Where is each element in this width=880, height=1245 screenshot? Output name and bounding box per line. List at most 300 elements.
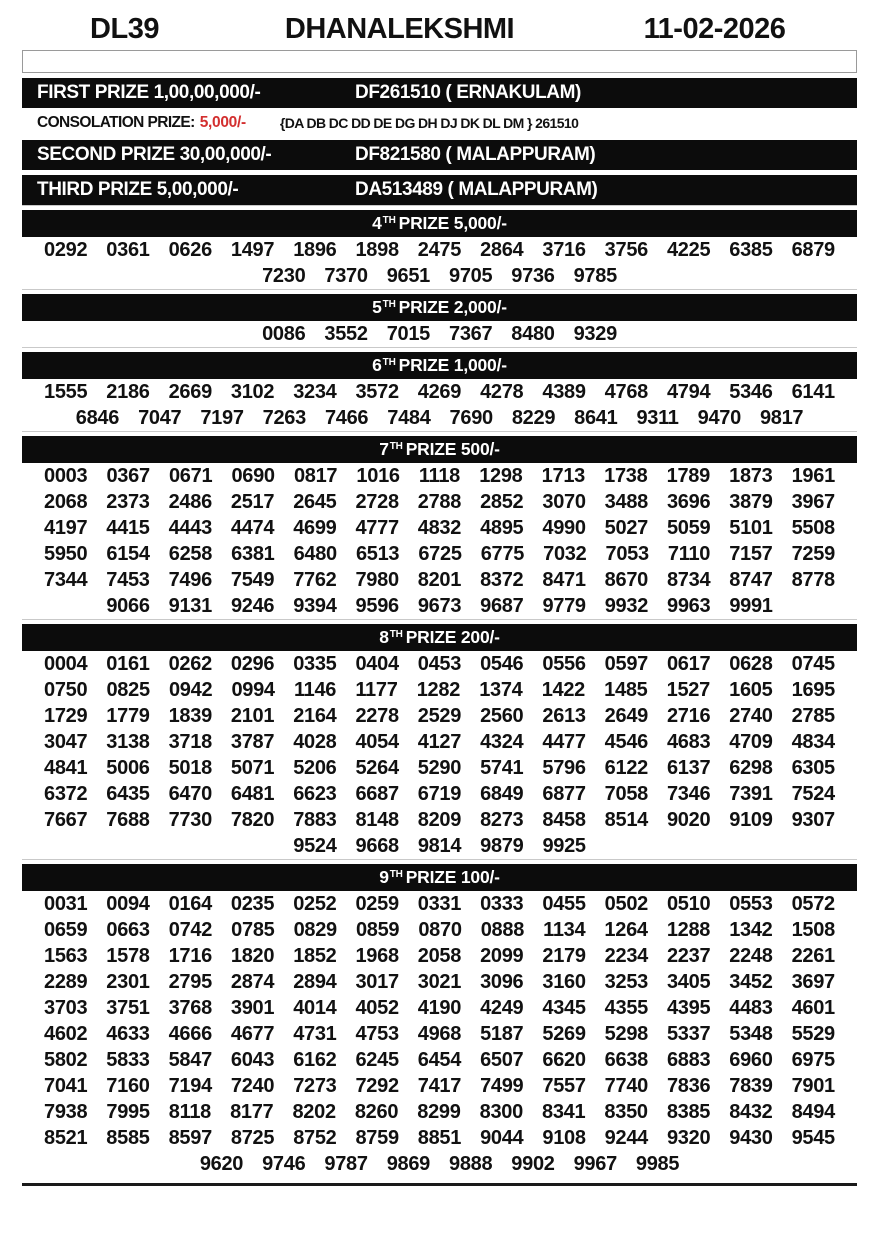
ticket-number: 0750 [44,678,88,701]
ticket-number: 1374 [479,678,523,701]
ticket-number: 6372 [44,782,88,805]
ticket-number: 1789 [666,464,710,487]
prize-title: PRIZE 5,000/- [398,213,507,233]
ticket-number: 2164 [293,704,337,727]
ticket-number: 3102 [230,380,275,403]
ticket-number: 4197 [44,516,88,539]
ticket-number: 7058 [604,782,648,805]
ticket-number: 8725 [230,1126,275,1149]
ticket-number: 9932 [604,594,649,617]
ticket-number: 7053 [605,542,649,565]
ticket-number: 6258 [168,542,213,565]
ticket-number: 1896 [293,238,337,261]
ticket-number: 6846 [75,406,120,429]
ticket-number: 4683 [666,730,711,753]
ticket-number: 2716 [666,704,711,727]
ticket-number: 6620 [542,1048,586,1071]
ticket-number: 2649 [604,704,648,727]
ticket-number: 1713 [541,464,585,487]
prize-ordinal-suffix: TH [389,441,403,452]
ticket-number: 8458 [542,808,586,831]
ticket-number: 6481 [230,782,275,805]
ticket-number: 9329 [573,322,617,345]
ticket-number: 5529 [791,1022,835,1045]
ticket-number: 4666 [168,1022,212,1045]
prize-section-header [22,352,857,379]
ticket-number: 4633 [106,1022,150,1045]
ticket-number: 4832 [417,516,462,539]
ticket-number: 3696 [666,490,711,513]
ticket-number: 0367 [106,464,150,487]
ticket-number: 7499 [480,1074,524,1097]
ticket-number: 0296 [230,652,275,675]
ticket-number: 1729 [44,704,88,727]
ticket-number: 1485 [604,678,648,701]
ticket-number: 2237 [666,944,711,967]
ticket-number: 1146 [293,678,337,701]
ticket-number: 0626 [168,238,212,261]
ticket-number: 9311 [636,406,679,429]
ticket-number: 1820 [230,944,275,967]
ticket-number: 3488 [604,490,648,513]
ticket-number: 5018 [168,756,212,779]
prize-ordinal-suffix: TH [389,869,403,880]
ticket-number: 8734 [666,568,711,591]
ticket-number: 8514 [604,808,648,831]
ticket-number: 2874 [230,970,275,993]
prize-section-6th [22,347,857,431]
ticket-number: 3879 [729,490,773,513]
ticket-number: 0259 [355,892,399,915]
ticket-number: 1563 [44,944,88,967]
ticket-number: 0690 [231,464,275,487]
ticket-number: 0252 [293,892,337,915]
ticket-number: 5101 [729,516,773,539]
ticket-number: 5206 [293,756,337,779]
ticket-number: 6849 [480,782,524,805]
number-row [22,321,857,347]
number-row [22,807,857,833]
ticket-number: 4699 [293,516,337,539]
ticket-number: 1508 [791,918,835,941]
ticket-number: 1738 [604,464,648,487]
ticket-number: 6435 [106,782,150,805]
ticket-number: 7901 [791,1074,835,1097]
ticket-number: 7344 [44,568,88,591]
ticket-number: 4477 [542,730,586,753]
ticket-number: 5071 [230,756,275,779]
ticket-number: 3697 [791,970,835,993]
number-row [22,891,857,917]
ticket-number: 6775 [480,542,525,565]
ticket-number: 0453 [417,652,462,675]
ticket-number: 1968 [355,944,399,967]
ticket-number: 0262 [168,652,212,675]
ticket-number: 3718 [168,730,212,753]
prize-title: PRIZE 1,000/- [398,355,507,375]
ticket-number: 9044 [480,1126,524,1149]
ticket-number: 2068 [44,490,88,513]
ticket-number: 4731 [293,1022,337,1045]
prize-ordinal: 4 [372,213,382,233]
ticket-number: 4601 [791,996,835,1019]
ticket-number: 0333 [480,892,524,915]
ticket-number: 3452 [729,970,773,993]
ticket-number: 1716 [168,944,212,967]
consolation-row [22,110,857,135]
ticket-number: 0164 [168,892,212,915]
ticket-number: 6879 [791,238,835,261]
ticket-number: 5290 [417,756,462,779]
prize-title: PRIZE 2,000/- [398,297,507,317]
ticket-number: 1839 [168,704,212,727]
ticket-number: 5059 [666,516,711,539]
ticket-number: 7367 [449,322,493,345]
number-row [22,995,857,1021]
prize-sections [22,205,857,1177]
ticket-number: 0292 [44,238,88,261]
ticket-number: 2179 [542,944,586,967]
ticket-number: 3716 [542,238,586,261]
ticket-number: 8350 [604,1100,648,1123]
ticket-number: 0161 [106,652,150,675]
ticket-number: 3552 [324,322,368,345]
prize-section-header [22,624,857,651]
ticket-number: 9967 [573,1152,617,1175]
ticket-number: 5508 [791,516,835,539]
ticket-number: 4841 [44,756,88,779]
ticket-number: 7032 [543,542,587,565]
ticket-number: 0335 [293,652,337,675]
ticket-number: 9020 [666,808,711,831]
ticket-number: 8201 [417,568,462,591]
ticket-number: 9246 [230,594,275,617]
ticket-number: 1264 [604,918,648,941]
ticket-number: 6454 [417,1048,462,1071]
number-row [22,1047,857,1073]
number-row [22,541,857,567]
ticket-number: 8670 [604,568,648,591]
document-header [22,10,857,48]
first-prize-winner: DF261510 ( ERNAKULAM) [355,82,581,103]
number-row [22,651,857,677]
ticket-number: 0671 [168,464,213,487]
ticket-number: 8432 [729,1100,773,1123]
number-row [22,943,857,969]
prize-ordinal-suffix: TH [382,357,396,368]
ticket-number: 5346 [729,380,773,403]
consolation-series: {DA DB DC DD DE DG DH DJ DK DL DM } 261510 [279,114,579,131]
consolation-amount: 5,000/- [199,113,246,131]
number-row [22,781,857,807]
ticket-number: 4443 [168,516,212,539]
ticket-number: 1134 [543,918,586,941]
ticket-number: 5264 [355,756,399,779]
ticket-number: 7938 [44,1100,88,1123]
ticket-number: 3703 [44,996,88,1019]
ticket-number: 7041 [44,1074,88,1097]
ticket-number: 8778 [791,568,835,591]
ticket-number: 7762 [293,568,337,591]
ticket-number: 9963 [667,594,711,617]
ticket-number: 4602 [44,1022,88,1045]
ticket-number: 3017 [355,970,399,993]
ticket-number: 7836 [666,1074,711,1097]
ticket-number: 9991 [729,594,773,617]
draw-code: DL39 [90,12,159,45]
ticket-number: 4028 [293,730,337,753]
ticket-number: 7230 [262,264,306,287]
number-row [22,1021,857,1047]
ticket-number: 2795 [168,970,212,993]
prize-title: PRIZE 500/- [405,439,500,459]
ticket-number: 0663 [106,918,150,941]
ticket-number: 7047 [138,406,182,429]
ticket-number: 7370 [324,264,368,287]
lottery-name: DHANALEKSHMI [284,12,515,45]
ticket-number: 4127 [417,730,462,753]
number-row [22,1099,857,1125]
ticket-number: 1898 [355,238,399,261]
ticket-number: 8471 [542,568,586,591]
ticket-number: 9687 [480,594,524,617]
number-row [22,1125,857,1151]
ticket-number: 0829 [293,918,337,941]
number-row [22,833,857,859]
ticket-number: 6122 [604,756,648,779]
draw-date: 11-02-2026 [643,12,786,45]
ticket-number: 4324 [480,730,524,753]
ticket-number: 6385 [729,238,773,261]
number-row [22,703,857,729]
ticket-number: 1779 [106,704,150,727]
ticket-number: 4474 [230,516,275,539]
ticket-number: 2234 [604,944,648,967]
prize-section-header [22,294,857,321]
ticket-number: 7484 [387,406,431,429]
ticket-number: 0031 [44,892,88,915]
ticket-number: 7820 [230,808,275,831]
ticket-number: 1288 [666,918,711,941]
ticket-number: 0572 [791,892,835,915]
ticket-number: 5741 [480,756,524,779]
ticket-number: 9307 [791,808,835,831]
ticket-number: 9244 [604,1126,648,1149]
ticket-number: 0546 [480,652,524,675]
ticket-number: 2894 [293,970,337,993]
ticket-number: 4753 [355,1022,399,1045]
ticket-number: 5269 [542,1022,586,1045]
ticket-number: 4345 [542,996,586,1019]
ticket-number: 0455 [542,892,586,915]
ticket-number: 0745 [791,652,835,675]
ticket-number: 8148 [355,808,399,831]
ticket-number: 4278 [480,380,524,403]
ticket-number: 9524 [293,834,337,857]
ticket-number: 1695 [791,678,835,701]
bottom-divider [22,1183,857,1186]
ticket-number: 9817 [759,406,804,429]
ticket-number: 1555 [44,380,88,403]
number-row [22,463,857,489]
ticket-number: 1016 [356,464,400,487]
ticket-number: 0086 [262,322,306,345]
ticket-number: 2278 [355,704,399,727]
ticket-number: 0994 [231,678,275,701]
ticket-number: 9620 [199,1152,244,1175]
ticket-number: 6298 [729,756,773,779]
ticket-number: 5833 [106,1048,150,1071]
ticket-number: 4546 [604,730,648,753]
ticket-number: 1342 [729,918,773,941]
ticket-number: 2186 [106,380,150,403]
ticket-number: 1497 [230,238,275,261]
ticket-number: 9787 [324,1152,368,1175]
prize-section-header [22,210,857,237]
prize-section-9th [22,859,857,1177]
ticket-number: 6141 [791,380,835,403]
ticket-number: 2289 [44,970,88,993]
ticket-number: 2099 [480,944,524,967]
ticket-number: 9985 [635,1152,680,1175]
ticket-number: 3756 [604,238,648,261]
prize-section-header [22,436,857,463]
ticket-number: 1961 [791,464,835,487]
ticket-number: 4054 [355,730,399,753]
ticket-number: 2852 [480,490,524,513]
ticket-number: 0942 [168,678,213,701]
ticket-number: 6470 [168,782,212,805]
ticket-number: 9814 [417,834,462,857]
ticket-number: 5847 [168,1048,212,1071]
ticket-number: 3096 [480,970,524,993]
ticket-number: 9902 [511,1152,555,1175]
ticket-number: 4968 [417,1022,462,1045]
number-row [22,969,857,995]
ticket-number: 3160 [542,970,586,993]
ticket-number: 4355 [604,996,648,1019]
ticket-number: 1422 [541,678,585,701]
ticket-number: 4190 [417,996,462,1019]
ticket-number: 2788 [417,490,462,513]
number-row [22,1151,857,1177]
number-row [22,515,857,541]
ticket-number: 2560 [480,704,524,727]
ticket-number: 9470 [697,406,741,429]
ticket-number: 7273 [293,1074,337,1097]
ticket-number: 4389 [542,380,586,403]
ticket-number: 6305 [791,756,835,779]
ticket-number: 0331 [417,892,462,915]
ticket-number: 7524 [791,782,835,805]
ticket-number: 7346 [666,782,711,805]
ticket-number: 4709 [729,730,773,753]
ticket-number: 5337 [666,1022,711,1045]
ticket-number: 2301 [106,970,150,993]
blank-strip [22,50,857,73]
ticket-number: 5348 [729,1022,773,1045]
ticket-number: 0597 [604,652,648,675]
ticket-number: 8759 [355,1126,399,1149]
ticket-number: 9736 [511,264,555,287]
ticket-number: 0659 [44,918,88,941]
ticket-number: 9746 [262,1152,306,1175]
ticket-number: 6043 [230,1048,275,1071]
ticket-number: 2373 [106,490,150,513]
ticket-number: 0553 [729,892,773,915]
ticket-number: 3405 [666,970,711,993]
ticket-number: 3572 [355,380,399,403]
ticket-number: 6154 [106,542,150,565]
ticket-number: 6137 [666,756,711,779]
ticket-number: 9109 [729,808,773,831]
ticket-number: 8752 [293,1126,337,1149]
ticket-number: 2261 [791,944,835,967]
ticket-number: 6162 [293,1048,337,1071]
ticket-number: 2645 [293,490,337,513]
ticket-number: 1852 [293,944,337,967]
ticket-number: 0094 [106,892,150,915]
ticket-number: 6719 [417,782,462,805]
ticket-number: 2517 [230,490,275,513]
prize-ordinal-suffix: TH [389,629,403,640]
ticket-number: 5950 [44,542,88,565]
ticket-number: 1282 [416,678,461,701]
ticket-number: 8299 [417,1100,461,1123]
ticket-number: 2101 [230,704,275,727]
ticket-number: 8229 [511,406,556,429]
ticket-number: 6245 [355,1048,399,1071]
ticket-number: 7740 [604,1074,648,1097]
ticket-number: 7292 [355,1074,399,1097]
ticket-number: 4395 [666,996,711,1019]
ticket-number: 3234 [293,380,337,403]
ticket-number: 6883 [666,1048,711,1071]
ticket-number: 4777 [355,516,399,539]
ticket-number: 8521 [44,1126,88,1149]
ticket-number: 1578 [106,944,150,967]
second-prize-label: SECOND PRIZE 30,00,000/- [37,144,272,165]
ticket-number: 2613 [542,704,586,727]
ticket-number: 8851 [417,1126,462,1149]
ticket-number: 8585 [106,1126,150,1149]
ticket-number: 2248 [729,944,773,967]
ticket-number: 8341 [542,1100,586,1123]
ticket-number: 0817 [293,464,338,487]
ticket-number: 1298 [479,464,523,487]
ticket-number: 0888 [480,918,525,941]
prize-ordinal: 5 [372,297,382,317]
ticket-number: 5006 [106,756,150,779]
second-prize-winner: DF821580 ( MALAPPURAM) [355,144,596,165]
ticket-number: 2785 [791,704,835,727]
ticket-number: 4014 [293,996,337,1019]
ticket-number: 2864 [480,238,524,261]
ticket-number: 0235 [230,892,275,915]
ticket-number: 8177 [230,1100,274,1123]
ticket-number: 9430 [729,1126,773,1149]
ticket-number: 7194 [168,1074,212,1097]
ticket-number: 6507 [480,1048,524,1071]
ticket-number: 0859 [355,918,400,941]
ticket-number: 8260 [354,1100,399,1123]
ticket-number: 8494 [791,1100,835,1123]
ticket-number: 6960 [729,1048,773,1071]
ticket-number: 7263 [262,406,306,429]
ticket-number: 8202 [292,1100,336,1123]
number-row [22,379,857,405]
third-prize-bar [22,175,857,205]
